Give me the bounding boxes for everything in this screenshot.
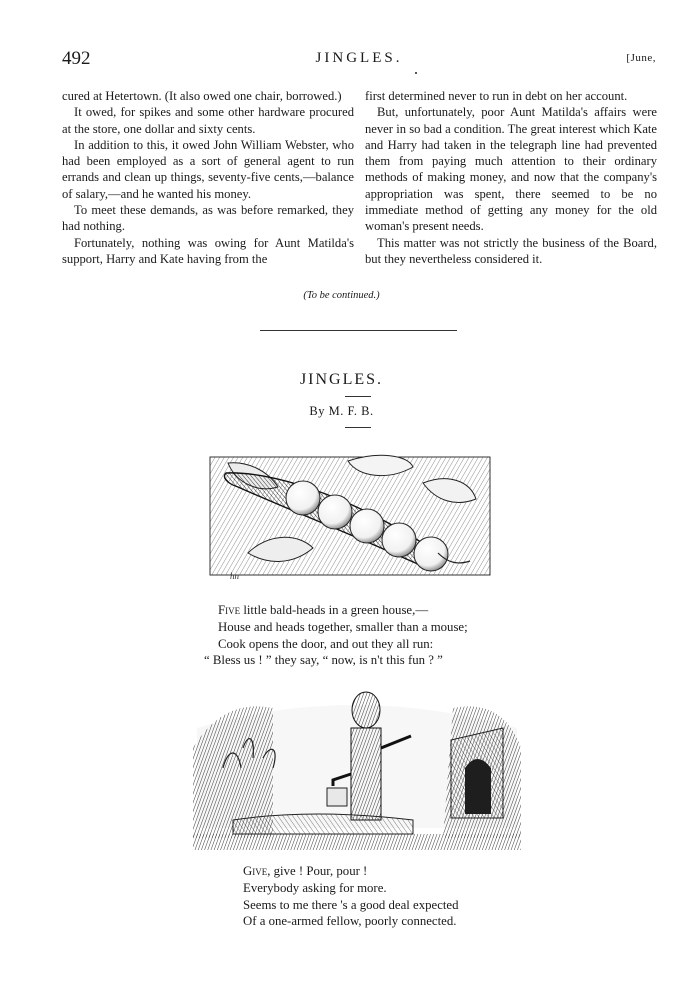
header-dot [415, 72, 417, 74]
poem-byline: By M. F. B. [309, 404, 374, 418]
pea [350, 509, 384, 543]
first-word: Five [218, 603, 241, 617]
pea [286, 481, 320, 515]
verse-line [218, 602, 468, 619]
running-head: JINGLES. [315, 50, 403, 66]
continued-note: (To be continued.) [303, 290, 380, 301]
paragraph: But, unfortunately, poor Aunt Matilda's affairs were never in so bad a condition. The great interest which Kate and Harry had taken in the telegraph line had prevented them from paying much attention to their ordinary methods of making money, and now that the company's appropriation was spent, there seemed to be no immediate method of getting any money for the old woman's present needs. [365, 105, 657, 234]
artist-signature: hn [230, 571, 239, 581]
title-rule [345, 396, 371, 397]
page-number: 492 [62, 48, 91, 69]
first-word: Give [243, 864, 268, 878]
verse-line: “ Bless us ! ” they say, “ now, is n't this fun ? ” [204, 653, 443, 668]
stanza-1 [204, 602, 468, 669]
page-header [62, 48, 656, 72]
bucket [327, 788, 347, 806]
paragraph: cured at Hetertown. (It also owed one chair, borrowed.) [62, 89, 342, 103]
paragraph: To meet these demands, as was before remarked, they had nothing. [62, 203, 354, 234]
pea [414, 537, 448, 571]
verse-line [243, 863, 459, 880]
pump-illustration [193, 688, 521, 850]
paragraph: This matter was not strictly the business of the Board, but they nevertheless considered it. [365, 235, 657, 266]
pump-top [352, 692, 380, 728]
paragraph: Fortunately, nothing was owing for Aunt Matilda's support, Harry and Kate having from the [62, 235, 354, 266]
right-column [365, 88, 657, 267]
pump-body [351, 728, 381, 820]
trough [233, 814, 413, 834]
verse-line: Of a one-armed fellow, poorly connected. [243, 914, 457, 929]
paragraph: In addition to this, it owed John William Webster, who had been employed as a sort of general agent to run errands and clean up things, seventy-five cents,—balance of salary,—and he wanted his money. [62, 137, 354, 201]
verse-line: House and heads together, smaller than a mouse; [218, 619, 468, 634]
paragraph: first determined never to run in debt on her account. [365, 89, 628, 103]
ground [193, 834, 521, 850]
pea [382, 523, 416, 557]
left-column [62, 88, 354, 267]
verse-line: Everybody asking for more. [243, 880, 387, 895]
verse-line: Cook opens the door, and out they all run: [218, 636, 434, 651]
verse-text: , give ! Pour, pour ! [267, 864, 368, 878]
peapod-illustration [208, 453, 492, 585]
section-divider [260, 330, 457, 331]
verse-line: Seems to me there 's a good deal expected [243, 897, 459, 912]
stanza-2 [243, 863, 459, 930]
archway [465, 759, 491, 814]
verse-text: little bald-heads in a green house,— [240, 603, 429, 617]
byline-rule [345, 427, 371, 428]
month-label: [June, [626, 52, 656, 64]
poem-title: JINGLES. [299, 371, 384, 388]
paragraph: It owed, for spikes and some other hardware procured at the store, one dollar and sixty cents. [62, 105, 354, 136]
pea [318, 495, 352, 529]
